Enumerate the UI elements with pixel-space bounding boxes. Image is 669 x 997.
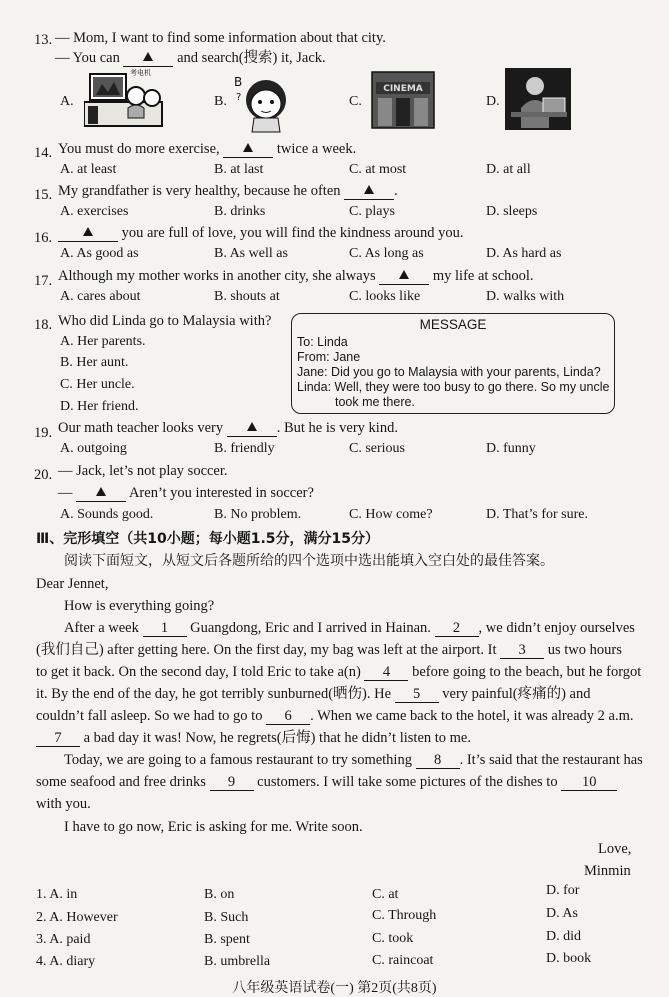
q16-option-c: C. As long as [349, 246, 424, 261]
q16-text-after: you are full of love, you will find the kindness around you. [121, 225, 464, 241]
q14-text-before: You must do more exercise, [58, 141, 220, 157]
triangle-icon [96, 487, 106, 496]
letter-greeting: Dear Jennet, [36, 576, 109, 592]
q17-option-b: B. shouts at [214, 289, 280, 304]
message-title: MESSAGE [419, 317, 487, 332]
q19-blank [227, 421, 277, 437]
triangle-icon [364, 185, 374, 194]
q13-text-after: and search(搜索) it, Jack. [177, 50, 326, 66]
letter-text: a bad day it was! Now, he regrets(后悔) that he didn’t listen to me. [83, 730, 471, 746]
message-jane: Jane: Did you go to Malaysia with your parents, Linda? [297, 365, 601, 379]
cloze-1-option-c: C. at [372, 887, 399, 902]
cloze-4-option-d: D. book [546, 951, 592, 966]
message-to: To: Linda [297, 335, 348, 349]
cloze-blank-6: 6 [266, 709, 310, 725]
letter-p1: How is everything going? [64, 598, 215, 614]
q17-question [58, 267, 534, 285]
q14-option-a: A. at least [60, 162, 117, 177]
q18-question: Who did Linda go to Malaysia with? [58, 313, 272, 329]
q20-blank [76, 486, 126, 502]
triangle-icon [243, 143, 253, 152]
cloze-1-option-a: 1. A. in [36, 887, 78, 902]
cinema-sign: CINEMA [383, 84, 423, 94]
q15-blank [344, 184, 394, 200]
q14-text-after: twice a week. [276, 141, 357, 157]
message-linda-1: Linda: Well, they were too busy to go there. So my uncle [297, 380, 610, 394]
cloze-3-option-c: C. took [372, 931, 414, 946]
q16-option-a: A. As good as [60, 246, 139, 261]
letter-text: Today, we are going to a famous restaurant to try something [64, 752, 412, 768]
q16-question [58, 224, 464, 242]
cloze-3-option-d: D. did [546, 929, 581, 944]
q20-text-before: — [58, 485, 73, 501]
letter-text: customers. I will take some pictures of the dishes to [257, 774, 558, 790]
q20-option-c: C. How come? [349, 507, 433, 522]
q13-option-d: D. [486, 94, 500, 109]
q20-option-b: B. No problem. [214, 507, 302, 522]
letter-signature: Minmin [584, 863, 631, 879]
cloze-3-option-b: B. spent [204, 932, 250, 947]
q14-number: 14. [34, 145, 53, 161]
triangle-icon [247, 422, 257, 431]
q20-number: 20. [34, 467, 53, 483]
triangle-icon [143, 52, 153, 61]
q19-option-b: B. friendly [214, 441, 275, 456]
q15-option-c: C. plays [349, 204, 395, 219]
cloze-4-option-a: 4. A. diary [36, 954, 96, 969]
q13-line1: — Mom, I want to find some information about that city. [55, 30, 386, 46]
q16-option-b: B. As well as [214, 246, 288, 261]
svg-text:?: ? [236, 92, 242, 103]
q20-text-after: Aren’t you interested in soccer? [128, 485, 314, 501]
q19-option-c: C. serious [349, 441, 405, 456]
q17-option-a: A. cares about [60, 289, 141, 304]
q13-text-before: — You can [55, 50, 120, 66]
cinema-picture [370, 68, 436, 130]
cloze-blank-7: 7 [36, 731, 80, 747]
q17-option-d: D. walks with [486, 289, 565, 304]
q14-option-d: D. at all [486, 162, 531, 177]
letter-line-2 [36, 641, 622, 659]
q20-line1: — Jack, let’s not play soccer. [58, 463, 228, 479]
letter-text: before going to the beach, but he forgot [412, 664, 642, 680]
letter-line-1 [64, 619, 635, 637]
letter-line-9: with you. [36, 796, 91, 812]
cloze-4-option-c: C. raincoat [372, 953, 434, 968]
q13-blank [123, 51, 173, 67]
cloze-blank-10: 10 [561, 775, 617, 791]
letter-text: couldn’t fall asleep. So we had to go to [36, 708, 263, 724]
letter-text: it. By the end of the day, he got terribly sunburned(晒伤). He [36, 686, 392, 702]
q14-option-b: B. at last [214, 162, 264, 177]
q15-option-b: B. drinks [214, 204, 266, 219]
q17-text-after: my life at school. [432, 268, 534, 284]
section-heading: Ⅲ、完形填空（共10小题；每小题1.5分，满分15分） [36, 531, 379, 547]
q18-option-b: B. Her aunt. [60, 355, 129, 370]
q20-option-a: A. Sounds good. [60, 507, 154, 522]
q15-text-after: . [394, 183, 398, 199]
cloze-2-option-a: 2. A. However [36, 910, 118, 925]
letter-line-8 [36, 773, 617, 791]
q14-blank [223, 142, 273, 158]
cloze-blank-5: 5 [395, 687, 439, 703]
pic-b-letter: B [234, 75, 243, 89]
letter-text: (我们自己) after getting here. On the first day, my bag was left at the airport. It [36, 642, 497, 658]
q14-question [58, 140, 356, 158]
q15-question [58, 182, 398, 200]
cloze-2-option-d: D. As [546, 906, 578, 921]
q18-number: 18. [34, 317, 53, 333]
cloze-1-option-b: B. on [204, 887, 235, 902]
q15-option-d: D. sleeps [486, 204, 538, 219]
q18-option-d: D. Her friend. [60, 399, 139, 414]
cloze-4-option-b: B. umbrella [204, 954, 271, 969]
letter-text: to get it back. On the second day, I told Eric to take a(n) [36, 664, 361, 680]
q19-number: 19. [34, 425, 53, 441]
cloze-blank-8: 8 [416, 753, 460, 769]
q13-option-b: B. [214, 94, 227, 109]
tv-watching-picture [84, 66, 164, 128]
cloze-blank-1: 1 [143, 621, 187, 637]
q16-blank [58, 226, 118, 242]
q18-option-a: A. Her parents. [60, 334, 146, 349]
q20-line2 [58, 484, 314, 502]
letter-line-7 [64, 751, 643, 769]
letter-text: . When we came back to the hotel, it was already 2 a.m. [310, 708, 634, 724]
q16-option-d: D. As hard as [486, 246, 562, 261]
triangle-icon [83, 227, 93, 236]
letter-text: Guangdong, Eric and I arrived in Hainan. [190, 620, 431, 636]
cloze-1-option-d: D. for [546, 883, 580, 898]
q14-option-c: C. at most [349, 162, 407, 177]
q19-text-before: Our math teacher looks very [58, 420, 224, 436]
letter-line-4 [36, 685, 590, 703]
q19-option-a: A. outgoing [60, 441, 127, 456]
triangle-icon [399, 270, 409, 279]
q15-option-a: A. exercises [60, 204, 129, 219]
letter-line-3 [36, 663, 641, 681]
q15-number: 15. [34, 187, 53, 203]
q19-question [58, 419, 398, 437]
confused-girl-picture [234, 74, 290, 134]
cloze-blank-3: 3 [500, 643, 544, 659]
pic-a-sign: 考电机 [130, 69, 151, 77]
q15-text-before: My grandfather is very healthy, because he often [58, 183, 341, 199]
message-from: From: Jane [297, 350, 361, 364]
letter-closing: Love, [598, 841, 632, 857]
q13-option-a: A. [60, 94, 74, 109]
q17-blank [379, 269, 429, 285]
section-instruction: 阅读下面短文，从短文后各题所给的四个选项中选出能填入空白处的最佳答案。 [64, 553, 554, 569]
q19-text-after: . But he is very kind. [276, 420, 398, 436]
computer-user-picture [505, 68, 571, 130]
cloze-3-option-a: 3. A. paid [36, 932, 91, 947]
letter-text: some seafood and free drinks [36, 774, 206, 790]
letter-line-6 [36, 729, 471, 747]
letter-text: After a week [64, 620, 139, 636]
letter-text: very painful(疼痛的) and [442, 686, 591, 702]
cloze-2-option-c: C. Through [372, 908, 437, 923]
q13-option-c: C. [349, 94, 362, 109]
letter-line-5 [36, 707, 634, 725]
q13-number: 13. [34, 32, 53, 48]
q13-line2 [55, 49, 326, 67]
letter-line-10: I have to go now, Eric is asking for me. Write soon. [64, 819, 363, 835]
cloze-2-option-b: B. Such [204, 910, 249, 925]
q17-text-before: Although my mother works in another city, she always [58, 268, 376, 284]
cloze-blank-2: 2 [435, 621, 479, 637]
q17-option-c: C. looks like [349, 289, 421, 304]
q20-option-d: D. That’s for sure. [486, 507, 588, 522]
cloze-blank-4: 4 [364, 665, 408, 681]
q18-option-c: C. Her uncle. [60, 377, 135, 392]
page-footer: 八年级英语试卷(一) 第2页(共8页) [232, 981, 437, 996]
letter-text: , we didn’t enjoy ourselves [478, 620, 635, 636]
q17-number: 17. [34, 273, 53, 289]
message-box [291, 313, 615, 414]
q16-number: 16. [34, 230, 53, 246]
message-linda-2: took me there. [335, 395, 415, 409]
cloze-blank-9: 9 [210, 775, 254, 791]
letter-text: . It’s said that the restaurant has [459, 752, 643, 768]
letter-text: us two hours [547, 642, 622, 658]
q19-option-d: D. funny [486, 441, 536, 456]
